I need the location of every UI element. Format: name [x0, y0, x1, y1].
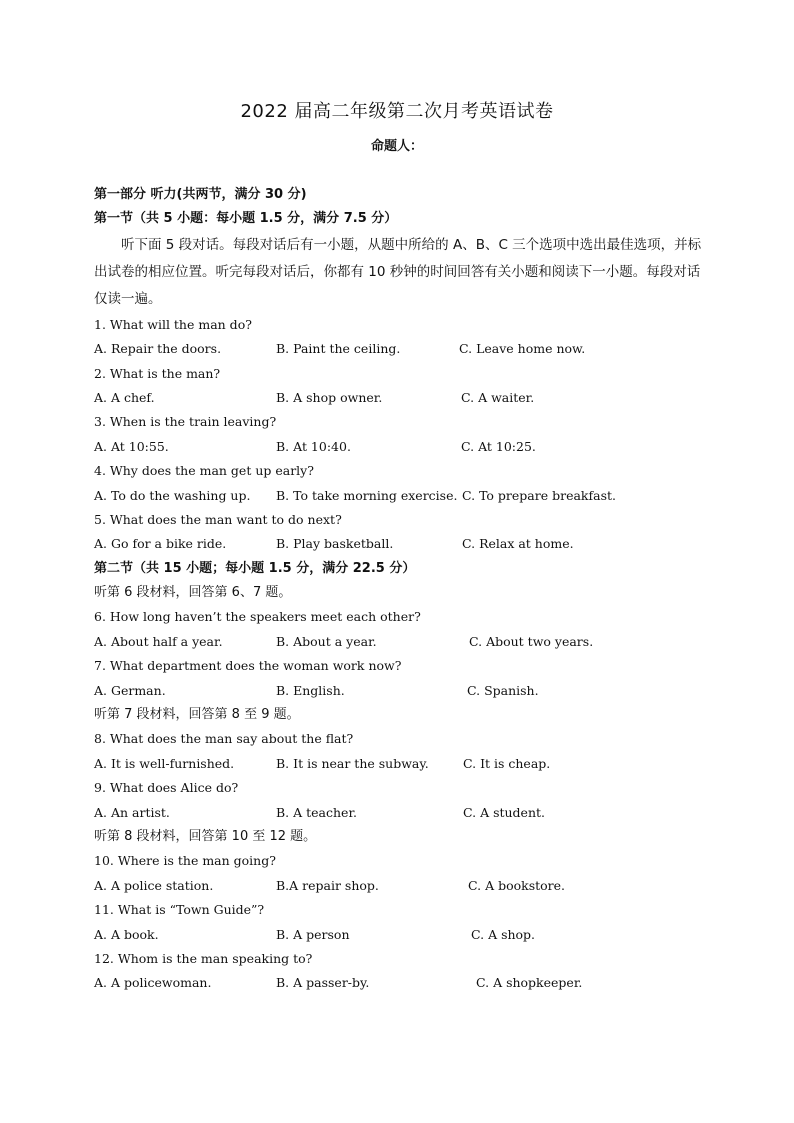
option-a: A. A chef.: [94, 389, 155, 405]
option-b: B. At 10:40.: [276, 438, 351, 454]
option-a: A. Repair the doors.: [94, 341, 222, 357]
option-a: A. An artist.: [94, 804, 170, 820]
option-b: B. It is near the subway.: [276, 755, 429, 771]
page-title: 2022 届高二年级第二次月考英语试卷: [240, 101, 554, 122]
question-block: [94, 313, 714, 362]
option-b: B. Paint the ceiling.: [276, 341, 401, 357]
question-options: [94, 874, 714, 898]
section1-instructions: 听下面 5 段对话。每段对话后有一小题，从题中所给的 A、B、C 三个选项中选出最佳选项，并标出试卷的相应位置。听完每段对话后，你都有 10 秒钟的时间回答有关小题和阅读下一小题。每段对话仅读一遍。: [94, 236, 702, 307]
question-options: [94, 752, 714, 776]
question-options: [94, 971, 714, 995]
option-a: A. To do the washing up.: [94, 487, 251, 503]
question-text: 6. How long haven’t the speakers meet each other?: [94, 609, 421, 625]
option-a: A. At 10:55.: [94, 438, 169, 454]
option-a: A. About half a year.: [94, 633, 223, 649]
question-options: [94, 484, 714, 508]
option-a: A. It is well-furnished.: [94, 755, 235, 771]
question-options: [94, 386, 714, 410]
material-instruction: 听第 8 段材料，回答第 10 至 12 题。: [94, 828, 317, 844]
option-b: B. A shop owner.: [276, 389, 383, 405]
option-c: C. It is cheap.: [463, 755, 551, 771]
question-text: 11. What is “Town Guide”?: [94, 902, 265, 918]
option-c: C. About two years.: [469, 633, 594, 649]
material-instruction: 听第 6 段材料，回答第 6、7 题。: [94, 585, 292, 601]
section2-heading: 第二节（共 15 小题；每小题 1.5 分，满分 22.5 分）: [94, 560, 416, 576]
option-b: B. About a year.: [276, 633, 377, 649]
question-text: 7. What department does the woman work now?: [94, 658, 402, 674]
question-options: [94, 435, 714, 459]
question-block: [94, 776, 714, 825]
question-text: 12. Whom is the man speaking to?: [94, 950, 313, 966]
question-block: [94, 459, 714, 508]
question-text: 5. What does the man want to do next?: [94, 511, 342, 527]
question-options: [94, 630, 714, 654]
option-a: A. A policewoman.: [94, 975, 212, 991]
option-c: C. At 10:25.: [461, 438, 536, 454]
question-text: 9. What does Alice do?: [94, 780, 239, 796]
option-a: A. German.: [94, 682, 166, 698]
option-c: C. Relax at home.: [462, 536, 574, 552]
option-b: B. A passer-by.: [276, 975, 370, 991]
option-b: B. English.: [276, 682, 345, 698]
option-a: A. A book.: [94, 926, 159, 942]
question-block: [94, 508, 714, 557]
question-block: [94, 727, 714, 776]
question-text: 8. What does the man say about the flat?: [94, 731, 354, 747]
option-c: C. A waiter.: [461, 389, 535, 405]
material-instruction: 听第 7 段材料，回答第 8 至 9 题。: [94, 707, 300, 723]
option-c: C. A shopkeeper.: [476, 975, 583, 991]
question-block: [94, 898, 714, 947]
question-options: [94, 532, 714, 556]
question-block: [94, 654, 714, 703]
question-block: [94, 947, 714, 996]
option-c: C. A bookstore.: [468, 877, 566, 893]
question-block: [94, 605, 714, 654]
option-a: A. A police station.: [94, 877, 214, 893]
question-text: 2. What is the man?: [94, 365, 221, 381]
option-c: C. Leave home now.: [459, 341, 586, 357]
option-c: C. A shop.: [471, 926, 536, 942]
option-b: B.A repair shop.: [276, 877, 379, 893]
option-b: B. A person: [276, 926, 350, 942]
option-b: B. To take morning exercise.: [276, 487, 458, 503]
option-a: A. Go for a bike ride.: [94, 536, 227, 552]
question-block: [94, 410, 714, 459]
option-b: B. Play basketball.: [276, 536, 394, 552]
question-options: [94, 923, 714, 947]
question-block: [94, 849, 714, 898]
question-options: [94, 337, 714, 361]
option-b: B. A teacher.: [276, 804, 358, 820]
question-block: [94, 362, 714, 411]
question-text: 1. What will the man do?: [94, 316, 252, 332]
exam-content: [94, 183, 714, 996]
author-label: 命题人：: [370, 139, 423, 154]
question-options: [94, 801, 714, 825]
question-text: 4. Why does the man get up early?: [94, 463, 314, 479]
part1-heading: 第一部分 听力(共两节，满分 30 分): [94, 187, 307, 202]
question-options: [94, 679, 714, 703]
question-text: 3. When is the train leaving?: [94, 414, 277, 430]
option-c: C. To prepare breakfast.: [462, 487, 616, 503]
option-c: C. A student.: [463, 804, 546, 820]
section1-heading: 第一节（共 5 小题：每小题 1.5 分，满分 7.5 分）: [94, 211, 398, 227]
option-c: C. Spanish.: [467, 682, 539, 698]
question-text: 10. Where is the man going?: [94, 853, 276, 869]
